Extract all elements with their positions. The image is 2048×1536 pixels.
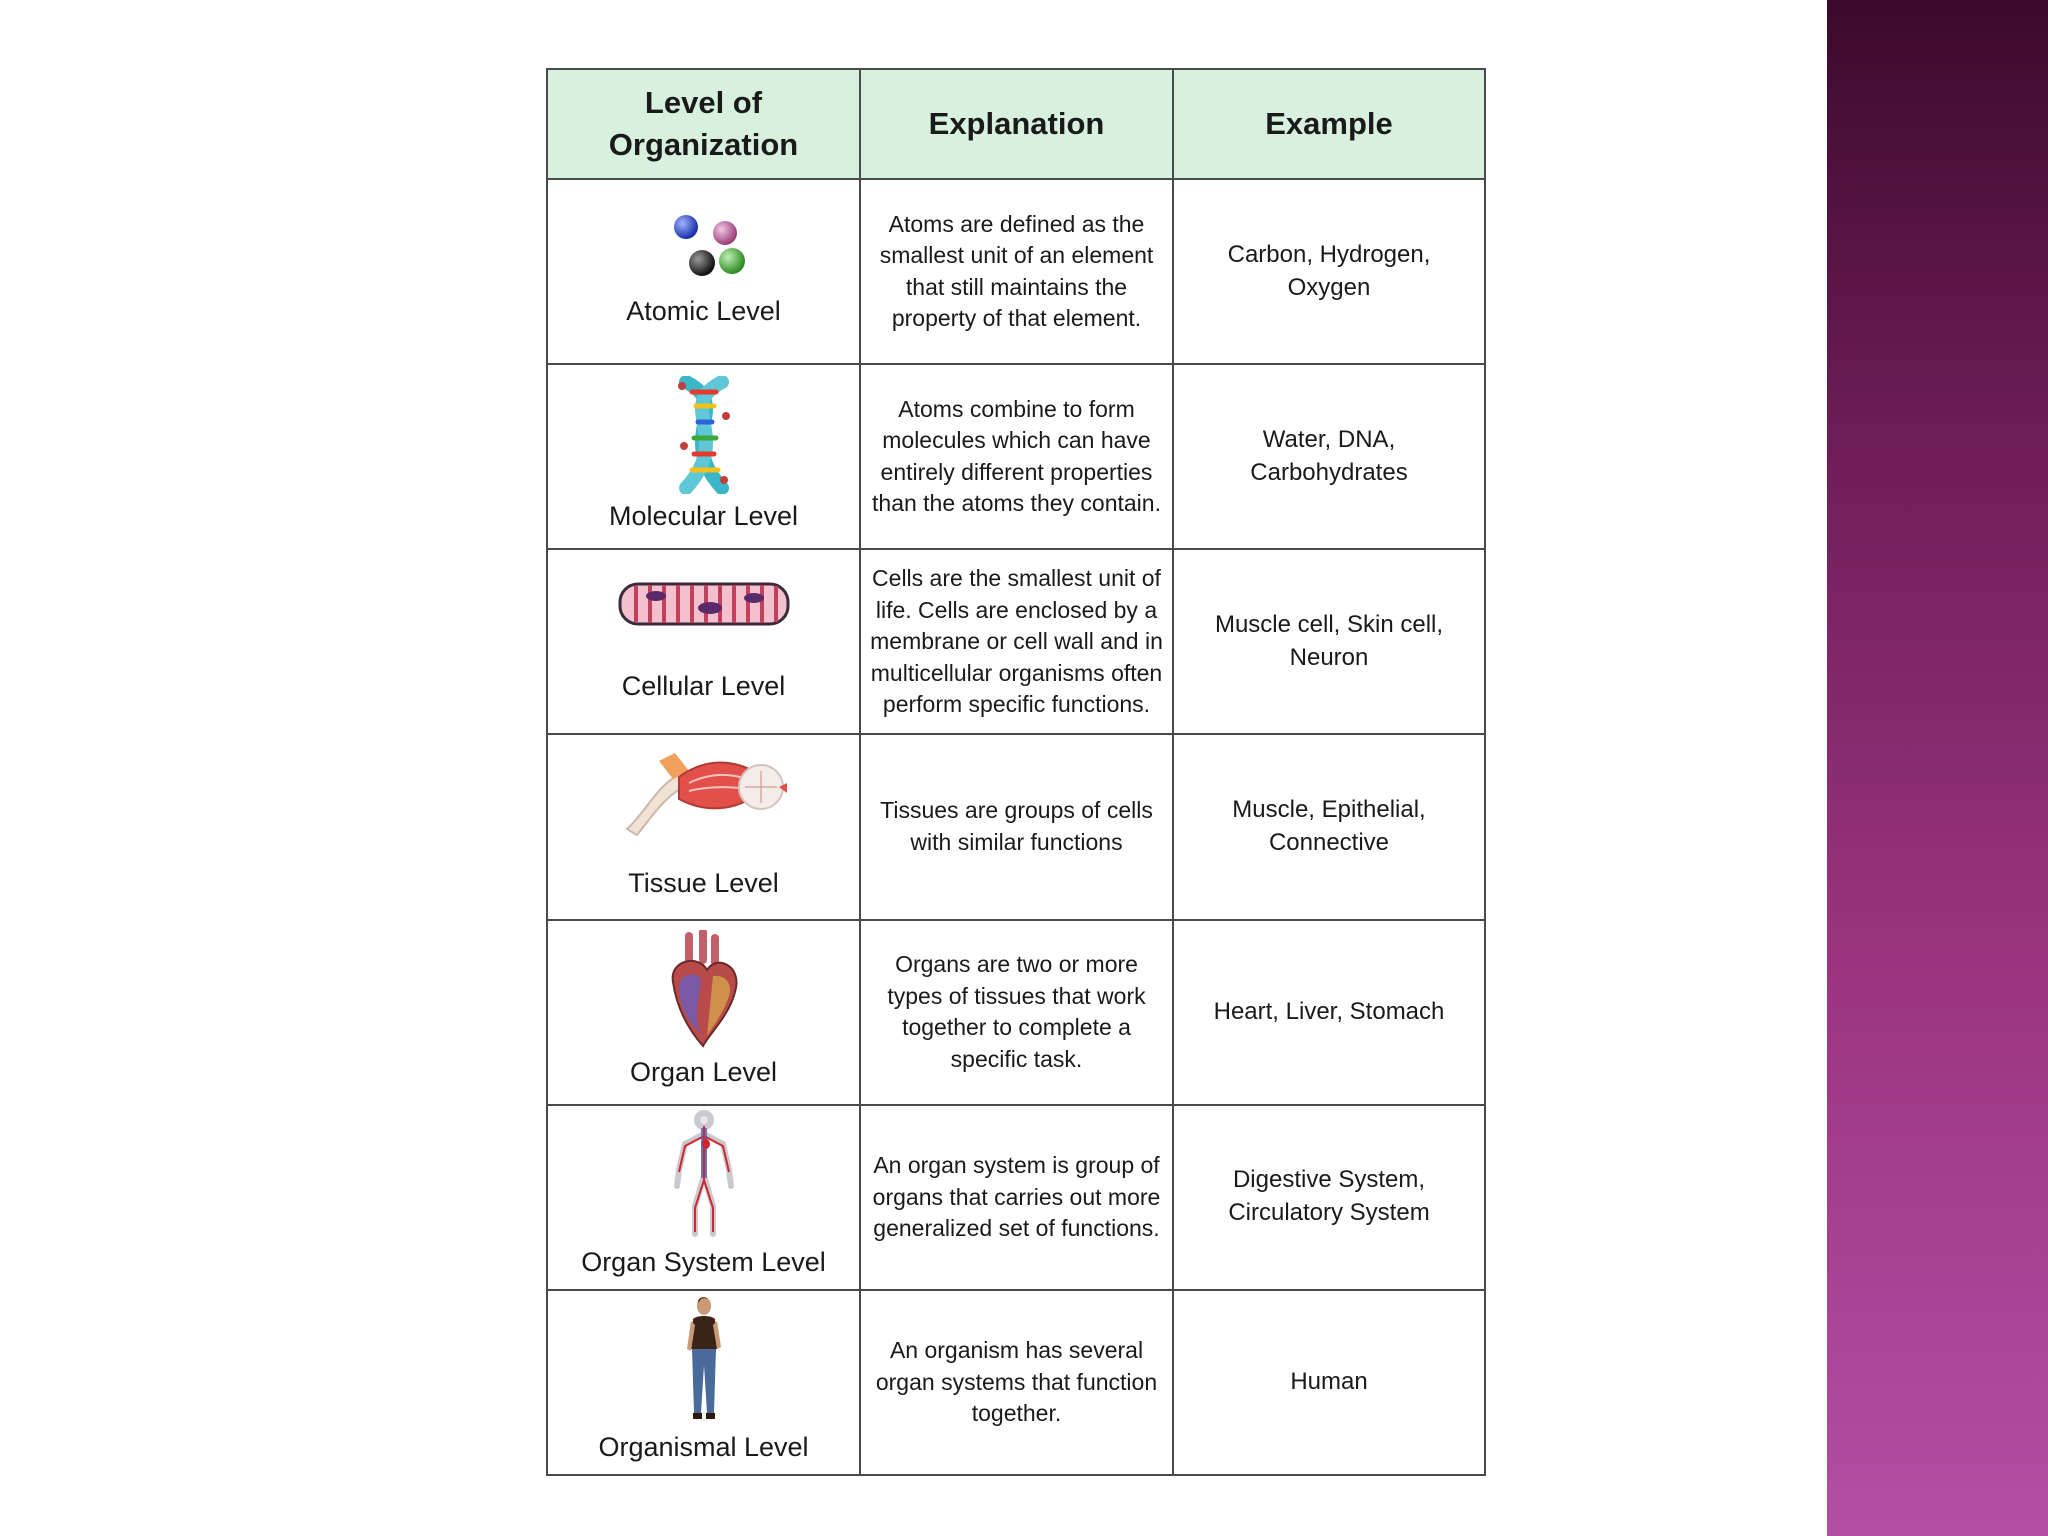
explanation-cell <box>860 549 1173 734</box>
circulatory-system-icon <box>669 1110 739 1240</box>
explanation-cell <box>860 364 1173 549</box>
header-explanation: Explanation <box>860 69 1173 179</box>
human-figure-icon <box>681 1295 727 1425</box>
example-text: Digestive System, Circulatory System <box>1228 1166 1430 1227</box>
table-row <box>547 734 1485 919</box>
organization-levels-table <box>546 68 1486 1476</box>
level-name: Organ Level <box>629 1056 778 1087</box>
explanation-text: Organs are two or more types of tissues that work together to complete a specific task. <box>887 951 1146 1072</box>
example-cell <box>1173 734 1485 919</box>
atoms-icon <box>659 209 749 289</box>
header-example: Example <box>1173 69 1485 179</box>
table-row <box>547 364 1485 549</box>
explanation-text: Atoms are defined as the smallest unit of an element that still maintains the property of that element. <box>879 210 1154 332</box>
example-cell <box>1173 549 1485 734</box>
table-row <box>547 920 1485 1105</box>
level-cell <box>547 364 860 549</box>
example-cell <box>1173 179 1485 364</box>
level-cell <box>547 179 860 364</box>
example-text: Carbon, Hydrogen, Oxygen <box>1227 240 1431 301</box>
level-name: Organismal Level <box>598 1432 809 1463</box>
example-text: Water, DNA, Carbohydrates <box>1250 425 1408 486</box>
muscle-cell-icon <box>614 576 794 632</box>
heart-icon <box>659 930 749 1050</box>
explanation-text: Tissues are groups of cells with similar functions <box>880 797 1153 855</box>
example-text: Muscle cell, Skin cell, Neuron <box>1214 610 1444 671</box>
example-cell <box>1173 364 1485 549</box>
example-cell <box>1173 920 1485 1105</box>
level-cell <box>547 1290 860 1475</box>
example-cell <box>1173 1290 1485 1475</box>
level-name: Atomic Level <box>626 296 781 327</box>
example-text: Human <box>1290 1367 1368 1395</box>
explanation-text: An organism has several organ systems that function together. <box>875 1337 1158 1427</box>
dna-molecule-icon <box>664 376 744 494</box>
explanation-cell <box>860 734 1173 919</box>
header-level: Level of Organization <box>547 69 860 179</box>
table-row <box>547 1105 1485 1290</box>
explanation-cell <box>860 179 1173 364</box>
explanation-text: Atoms combine to form molecules which can have entirely different properties than the atoms they contain. <box>872 395 1161 517</box>
table-row <box>547 549 1485 734</box>
slide-side-band <box>1827 0 2048 1536</box>
level-name: Cellular Level <box>621 670 786 701</box>
level-name: Molecular Level <box>608 500 799 531</box>
level-cell <box>547 734 860 919</box>
example-text: Muscle, Epithelial, Connective <box>1232 796 1426 856</box>
level-cell <box>547 549 860 734</box>
example-cell <box>1173 1105 1485 1290</box>
level-name: Tissue Level <box>628 867 779 898</box>
explanation-text: Cells are the smallest unit of life. Cells are enclosed by a membrane or cell wall and in multicellular organisms often perform specific functions. <box>870 565 1163 718</box>
table-row <box>547 179 1485 364</box>
level-cell <box>547 920 860 1105</box>
explanation-cell <box>860 1290 1173 1475</box>
table-header-row <box>547 69 1485 179</box>
muscle-tissue-icon <box>619 749 789 839</box>
level-cell <box>547 1105 860 1290</box>
example-text: Heart, Liver, Stomach <box>1213 997 1445 1025</box>
explanation-cell <box>860 920 1173 1105</box>
table-row <box>547 1290 1485 1475</box>
explanation-cell <box>860 1105 1173 1290</box>
level-name: Organ System Level <box>581 1247 826 1278</box>
explanation-text: An organ system is group of organs that carries out more generalized set of functions. <box>872 1152 1161 1242</box>
